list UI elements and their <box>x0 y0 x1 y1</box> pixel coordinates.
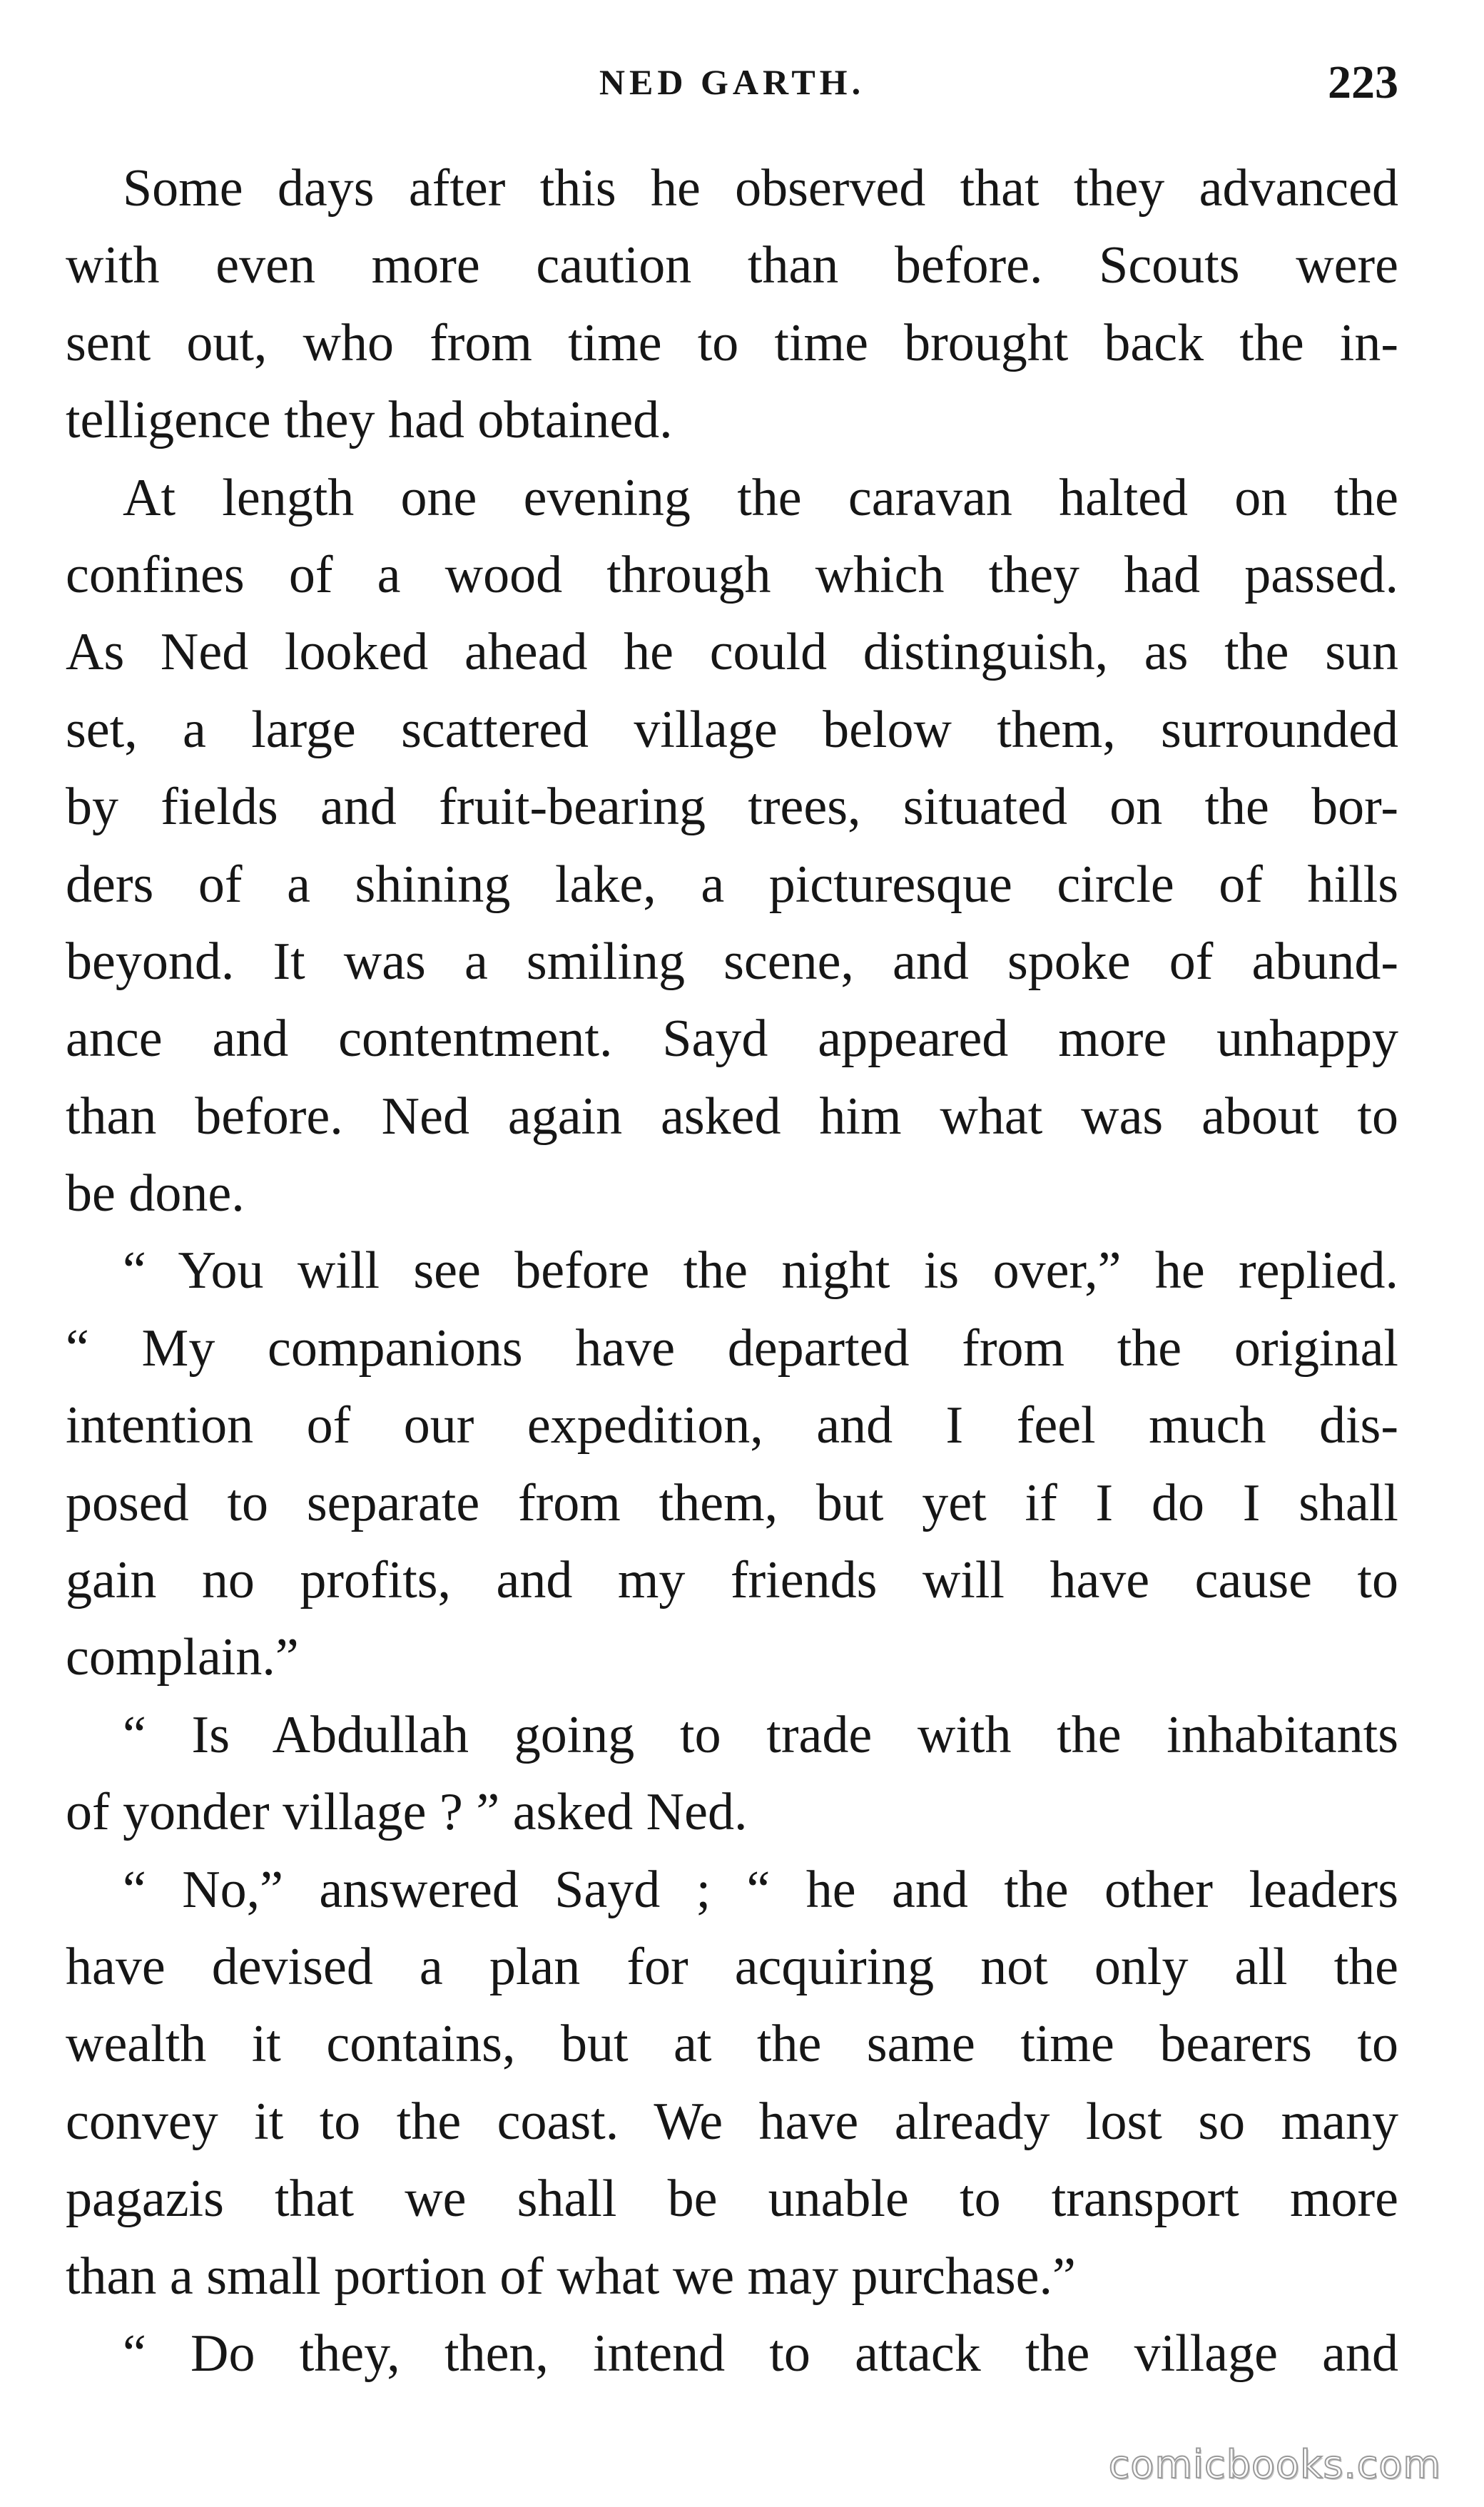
paragraph <box>66 459 1398 1233</box>
text-line: have devised a plan for acquiring not only all the <box>66 1937 1398 1996</box>
text-line: ance and contentment. Sayd appeared more unhappy <box>66 1010 1398 1069</box>
text-line: As Ned looked ahead he could distinguish, as the sun <box>66 623 1398 682</box>
paragraph <box>66 150 1398 459</box>
text-line: pagazis that we shall be unable to transport more <box>66 2170 1398 2229</box>
watermark: comicbooks.com <box>1108 2442 1441 2487</box>
text-line: “ You will see before the night is over,” he replied. <box>123 1241 1398 1301</box>
text-line: set, a large scattered village below them, surrounded <box>66 700 1398 759</box>
text-line: Some days after this he observed that they advanced <box>123 159 1398 218</box>
paragraph <box>66 2315 1398 2392</box>
text-line: with even more caution than before. Scouts were <box>66 236 1398 295</box>
text-line: of yonder village ? ” asked Ned. <box>66 1783 748 1842</box>
text-line: by fields and fruit-bearing trees, situated on the bor- <box>66 778 1398 837</box>
text-line: wealth it contains, but at the same time bearers to <box>66 2015 1398 2074</box>
text-line: sent out, who from time to time brought back the in- <box>66 313 1398 372</box>
text-line: complain.” <box>66 1628 299 1687</box>
paragraph <box>66 1851 1398 2315</box>
text-line: telligence they had obtained. <box>66 391 673 450</box>
text-line: gain no profits, and my friends will have cause to <box>66 1551 1398 1610</box>
text-line: At length one evening the caravan halted on the <box>123 468 1398 527</box>
text-line: “ Is Abdullah going to trade with the inhabitants <box>123 1705 1398 1764</box>
paragraph <box>66 1232 1398 1696</box>
text-line: convey it to the coast. We have already lost so many <box>66 2092 1398 2151</box>
text-line: posed to separate from them, but yet if I do I shall <box>66 1473 1398 1532</box>
text-line: be done. <box>66 1164 245 1224</box>
text-line: beyond. It was a smiling scene, and spoke of abund- <box>66 932 1398 991</box>
running-head: NED GARTH. <box>599 62 865 102</box>
text-line: intention of our expedition, and I feel much dis- <box>66 1396 1398 1455</box>
body-text <box>66 150 1398 2392</box>
text-line: than a small portion of what we may purchase.” <box>66 2247 1076 2306</box>
text-line: confines of a wood through which they had passed. <box>66 545 1398 604</box>
text-line: “ No,” answered Sayd ; “ he and the other leaders <box>123 1860 1398 1919</box>
page-number: 223 <box>1328 56 1398 108</box>
text-line: “ Do they, then, intend to attack the village and <box>123 2324 1398 2383</box>
text-line: ders of a shining lake, a picturesque circle of hills <box>66 855 1398 914</box>
text-line: than before. Ned again asked him what was about to <box>66 1087 1398 1146</box>
page-header <box>66 56 1398 120</box>
paragraph <box>66 1697 1398 1851</box>
text-line: “ My companions have departed from the original <box>66 1318 1398 1378</box>
